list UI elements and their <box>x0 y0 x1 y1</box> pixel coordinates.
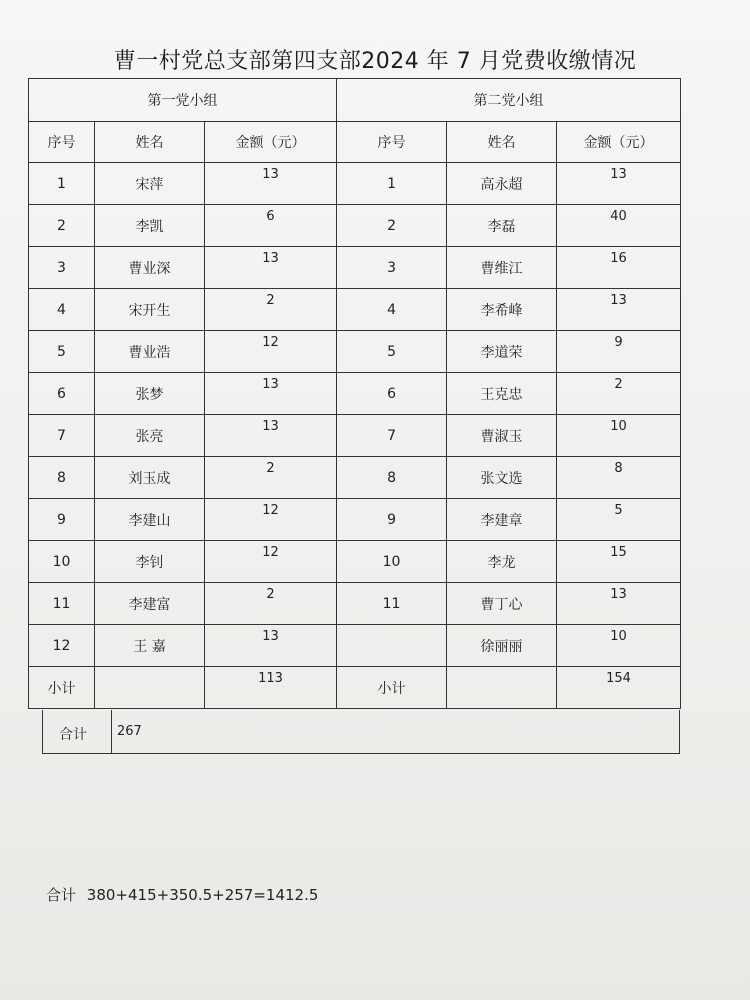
group2-amount-cell <box>557 499 681 541</box>
group1-subtotal-cell <box>205 667 337 709</box>
group2-seq: 10 <box>337 541 447 583</box>
group1-seq: 11 <box>29 583 95 625</box>
group1-amount-cell <box>205 373 337 415</box>
table-row <box>29 499 681 541</box>
group1-seq: 6 <box>29 373 95 415</box>
grand-total-label: 合计 <box>59 727 87 743</box>
group1-amount: 13 <box>262 377 279 392</box>
group2-subtotal: 154 <box>606 671 631 686</box>
table-row <box>29 205 681 247</box>
group2-name: 李龙 <box>447 541 557 583</box>
group1-seq: 10 <box>29 541 95 583</box>
group2-seq: 11 <box>337 583 447 625</box>
group2-amount: 10 <box>610 419 627 434</box>
grand-total-row <box>42 710 680 754</box>
group1-amount: 2 <box>266 461 275 476</box>
group2-amount: 40 <box>610 209 627 224</box>
group1-amount-cell <box>205 457 337 499</box>
group1-seq: 4 <box>29 289 95 331</box>
table-row <box>29 331 681 373</box>
group1-amount: 6 <box>266 209 275 224</box>
group2-amount-cell <box>557 415 681 457</box>
group2-amount-cell <box>557 457 681 499</box>
table-row <box>29 583 681 625</box>
group1-amount-cell <box>205 163 337 205</box>
group2-amount: 10 <box>610 629 627 644</box>
group1-name: 李建山 <box>95 499 205 541</box>
group1-seq: 7 <box>29 415 95 457</box>
group2-seq: 3 <box>337 247 447 289</box>
footer-label: 合计 <box>46 886 77 904</box>
group2-amount-cell <box>557 541 681 583</box>
group2-amount-cell <box>557 373 681 415</box>
grand-total-value: 267 <box>117 724 142 739</box>
group1-seq: 9 <box>29 499 95 541</box>
table-row <box>29 289 681 331</box>
group2-amount-cell <box>557 289 681 331</box>
group1-amount: 13 <box>262 419 279 434</box>
dues-table <box>28 78 681 709</box>
table-row <box>29 541 681 583</box>
group2-amount-cell <box>557 331 681 373</box>
table-row <box>29 457 681 499</box>
group2-name: 李希峰 <box>447 289 557 331</box>
group1-amount-cell <box>205 415 337 457</box>
footer-formula-text: 380+415+350.5+257=1412.5 <box>86 886 319 904</box>
group2-seq <box>337 625 447 667</box>
amount-header: 金额（元） <box>557 122 681 163</box>
name-header: 姓名 <box>447 122 557 163</box>
group1-amount-cell <box>205 247 337 289</box>
group2-name: 曹丁心 <box>447 583 557 625</box>
group1-amount-cell <box>205 331 337 373</box>
group1-header: 第一党小组 <box>29 79 337 122</box>
group2-seq: 5 <box>337 331 447 373</box>
group2-amount-cell <box>557 625 681 667</box>
seq-header: 序号 <box>337 122 447 163</box>
group2-name: 李道荣 <box>447 331 557 373</box>
group2-amount: 5 <box>614 503 623 518</box>
group1-amount-cell <box>205 541 337 583</box>
group2-name: 高永超 <box>447 163 557 205</box>
group1-seq: 2 <box>29 205 95 247</box>
group1-amount-cell <box>205 499 337 541</box>
group2-name: 王克忠 <box>447 373 557 415</box>
group2-amount: 13 <box>610 293 627 308</box>
group1-amount: 13 <box>262 251 279 266</box>
subtotal-row <box>29 667 681 709</box>
group1-amount: 12 <box>262 503 279 518</box>
group2-seq: 8 <box>337 457 447 499</box>
group2-name: 李磊 <box>447 205 557 247</box>
group1-amount: 12 <box>262 545 279 560</box>
amount-header: 金额（元） <box>205 122 337 163</box>
table-row <box>29 625 681 667</box>
group2-amount: 9 <box>614 335 623 350</box>
group2-seq: 4 <box>337 289 447 331</box>
seq-header: 序号 <box>29 122 95 163</box>
group2-seq: 1 <box>337 163 447 205</box>
group2-seq: 9 <box>337 499 447 541</box>
group2-amount: 8 <box>614 461 623 476</box>
footer-formula <box>46 884 318 905</box>
group2-name: 张文选 <box>447 457 557 499</box>
group2-subtotal-cell <box>557 667 681 709</box>
group2-amount: 2 <box>614 377 623 392</box>
divider <box>111 710 112 753</box>
group1-amount-cell <box>205 625 337 667</box>
group1-name: 曹业浩 <box>95 331 205 373</box>
group1-name: 张梦 <box>95 373 205 415</box>
group1-amount: 12 <box>262 335 279 350</box>
subtotal-label: 小计 <box>337 667 447 709</box>
subtotal-label: 小计 <box>29 667 95 709</box>
group2-amount-cell <box>557 205 681 247</box>
group2-name: 李建章 <box>447 499 557 541</box>
table-row <box>29 247 681 289</box>
group1-name: 李钊 <box>95 541 205 583</box>
table-row <box>29 373 681 415</box>
blank-cell <box>447 667 557 709</box>
group1-seq: 3 <box>29 247 95 289</box>
group2-amount: 15 <box>610 545 627 560</box>
group1-name: 张亮 <box>95 415 205 457</box>
group1-name: 李凯 <box>95 205 205 247</box>
blank-cell <box>95 667 205 709</box>
group1-name: 宋开生 <box>95 289 205 331</box>
group1-amount-cell <box>205 205 337 247</box>
group2-seq: 2 <box>337 205 447 247</box>
group2-seq: 7 <box>337 415 447 457</box>
group1-seq: 12 <box>29 625 95 667</box>
group2-amount: 16 <box>610 251 627 266</box>
group2-header: 第二党小组 <box>337 79 681 122</box>
group1-name: 刘玉成 <box>95 457 205 499</box>
group1-name: 王 嘉 <box>95 625 205 667</box>
group2-name: 曹维江 <box>447 247 557 289</box>
group2-amount: 13 <box>610 167 627 182</box>
page-title: 曹一村党总支部第四支部2024 年 7 月党费收缴情况 <box>113 49 637 74</box>
group-header-row <box>29 79 681 122</box>
table-row <box>29 415 681 457</box>
group2-seq: 6 <box>337 373 447 415</box>
group1-seq: 8 <box>29 457 95 499</box>
group1-subtotal: 113 <box>258 671 283 686</box>
group1-name: 李建富 <box>95 583 205 625</box>
group1-seq: 5 <box>29 331 95 373</box>
group1-amount-cell <box>205 289 337 331</box>
group2-name: 曹淑玉 <box>447 415 557 457</box>
group1-amount: 13 <box>262 629 279 644</box>
group1-name: 曹业深 <box>95 247 205 289</box>
group1-name: 宋萍 <box>95 163 205 205</box>
table-row <box>29 163 681 205</box>
group1-amount: 13 <box>262 167 279 182</box>
group2-amount-cell <box>557 163 681 205</box>
group2-amount: 13 <box>610 587 627 602</box>
group1-amount-cell <box>205 583 337 625</box>
group2-amount-cell <box>557 583 681 625</box>
name-header: 姓名 <box>95 122 205 163</box>
group2-name: 徐丽丽 <box>447 625 557 667</box>
group2-amount-cell <box>557 247 681 289</box>
group1-seq: 1 <box>29 163 95 205</box>
column-header-row <box>29 122 681 163</box>
group1-amount: 2 <box>266 293 275 308</box>
group1-amount: 2 <box>266 587 275 602</box>
